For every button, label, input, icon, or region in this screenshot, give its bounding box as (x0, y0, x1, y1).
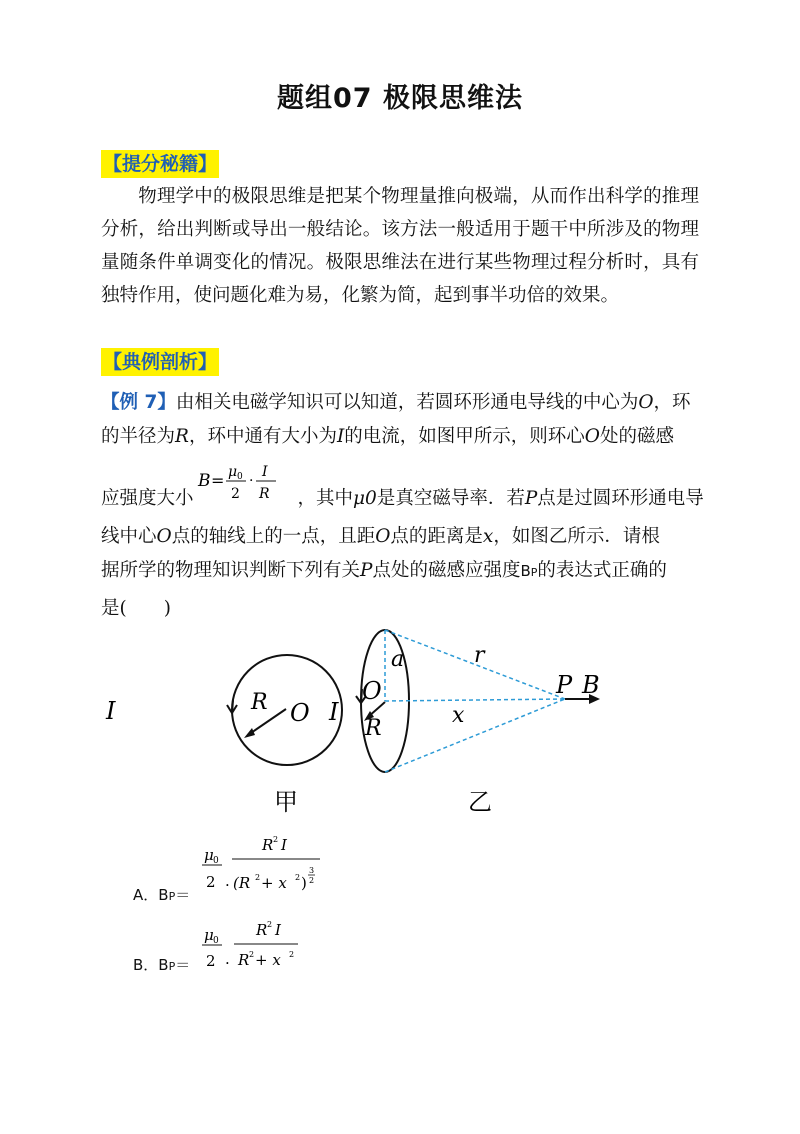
label-a: a (391, 647, 405, 672)
example-line-4 (101, 522, 701, 548)
exp-den: 2 (309, 876, 315, 885)
label-x: x (452, 703, 465, 728)
text-run: 是( ) (101, 598, 171, 619)
formula-two: 2 (231, 486, 240, 502)
ring-circle (232, 655, 342, 765)
text-run: 据所学的物理知识判断下列有关 (101, 560, 361, 581)
text-run: 线中心 (101, 526, 157, 547)
text-run: 处的磁感 (599, 426, 674, 447)
num-sq: 2 (273, 835, 279, 844)
figure-yi (328, 630, 600, 816)
formula-dot: · (225, 876, 230, 894)
label-I: I (329, 698, 339, 726)
symbol-BP-sub: P (530, 566, 538, 579)
figure-jia (105, 655, 342, 816)
den-sq: 2 (249, 950, 255, 959)
tips-text: 物理学中的极限思维是把某个物理量推向极端，从而作出科学的推理分析，给出判断或导出一般结论。该方法一般适用于题干中所涉及的物理量随条件单调变化的情况。极限思维法在进行某些物理过程分析时，具有独特作用，使问题化难为易，化繁为简，起到事半功倍的效果。 (101, 186, 699, 306)
formula-dot: · (249, 473, 254, 489)
figures (100, 625, 640, 825)
den-sq: 2 (289, 950, 295, 959)
symbol-BP: B (520, 562, 531, 580)
num-R: R (262, 836, 274, 854)
label-R: R (365, 716, 382, 741)
option-b-label (133, 954, 190, 975)
symbol-R: R (175, 426, 189, 447)
text-run: 的表达式正确的 (537, 560, 667, 581)
symbol-x: x (482, 526, 494, 547)
label-I: I (106, 697, 116, 725)
option-eq: ＝ (175, 956, 191, 974)
formula-B: B (198, 471, 211, 491)
text-run: ，如图乙所示．请根 (493, 526, 660, 547)
text-run: 是真空磁导率．若 (376, 488, 525, 509)
text-run: 由相关电磁学知识可以知道，若圆环形通电导线的中心为 (175, 392, 639, 413)
den-close: ) (301, 874, 307, 892)
formula-zero: 0 (213, 856, 219, 866)
den-R: R (238, 951, 250, 969)
text-run: ，环 (653, 392, 691, 413)
symbol-O: O (156, 526, 172, 547)
example-line-5 (101, 556, 701, 582)
den-plus-x: + x (255, 951, 281, 969)
label-R: R (251, 690, 268, 715)
option-text: A．B (133, 886, 169, 904)
formula-R: R (259, 486, 270, 502)
formula-mu: μ (204, 926, 214, 944)
text-run: 点处的磁感应强度 (372, 560, 521, 581)
num-I: I (281, 836, 287, 854)
formula-mu: μ (228, 464, 238, 480)
label-r: r (474, 643, 485, 668)
option-a-formula (198, 830, 328, 900)
exp-num: 3 (309, 866, 315, 875)
symbol-P: P (360, 560, 373, 581)
current-arrow (227, 700, 237, 713)
formula-zero: 0 (237, 472, 243, 482)
text-run: 点的轴线上的一点，且距 (171, 526, 376, 547)
radius-arrowhead (244, 728, 255, 738)
option-sub: P (168, 960, 176, 973)
option-b-formula (198, 914, 308, 974)
num-I: I (275, 921, 281, 939)
caption-yi: 乙 (468, 788, 492, 816)
formula-mu: μ (204, 846, 214, 864)
example-line-1 (101, 388, 701, 414)
text-run: ，环中通有大小为 (188, 426, 337, 447)
num-sq: 2 (267, 920, 273, 929)
den-R: (R (233, 874, 251, 892)
tips-paragraph (101, 180, 699, 312)
symbol-O: O (375, 526, 391, 547)
label-O: O (362, 677, 382, 705)
example-line-6 (101, 594, 701, 620)
symbol-mu0: μ0 (353, 488, 377, 509)
symbol-O: O (584, 426, 600, 447)
line-lower-dashed (385, 699, 565, 772)
option-eq: ＝ (175, 886, 191, 904)
symbol-O: O (638, 392, 654, 413)
formula-zero: 0 (213, 936, 219, 946)
den-sq: 2 (295, 873, 301, 882)
axis-x-dashed (385, 699, 565, 701)
den-plus-x: + x (261, 874, 287, 892)
formula-eq: = (211, 471, 225, 490)
text-run: ，其中 (297, 488, 354, 509)
section-heading-tips: 【提分秘籍】 (101, 150, 219, 178)
formula-two: 2 (206, 873, 216, 891)
example-line-3 (101, 484, 704, 510)
option-text: B．B (133, 956, 169, 974)
symbol-P: P (524, 488, 538, 509)
formula-two: 2 (206, 952, 216, 970)
text-run: 的半径为 (101, 426, 176, 447)
option-sub: P (168, 890, 176, 903)
num-R: R (256, 921, 268, 939)
label-O: O (290, 699, 310, 727)
label-B: B (582, 671, 600, 699)
option-a-label (133, 884, 190, 905)
formula-I: I (262, 464, 268, 480)
page-title: 题组07 极限思维法 (277, 83, 523, 114)
den-sq: 2 (255, 873, 261, 882)
text-run: 点是过圆环形通电导 (537, 488, 704, 509)
example-line-2 (101, 422, 701, 448)
caption-jia: 甲 (274, 788, 298, 816)
formula-center-field (196, 458, 284, 506)
formula-dot: · (225, 954, 230, 972)
example-tag: 【例 7】 (101, 392, 176, 413)
symbol-I: I (336, 426, 345, 447)
label-P: P (556, 671, 573, 699)
text-run: 应强度大小 (101, 488, 194, 509)
text-run: 的电流，如图甲所示，则环心 (344, 426, 585, 447)
text-run: 点的距离是 (390, 526, 483, 547)
section-heading-example: 【典例剖析】 (101, 348, 219, 376)
